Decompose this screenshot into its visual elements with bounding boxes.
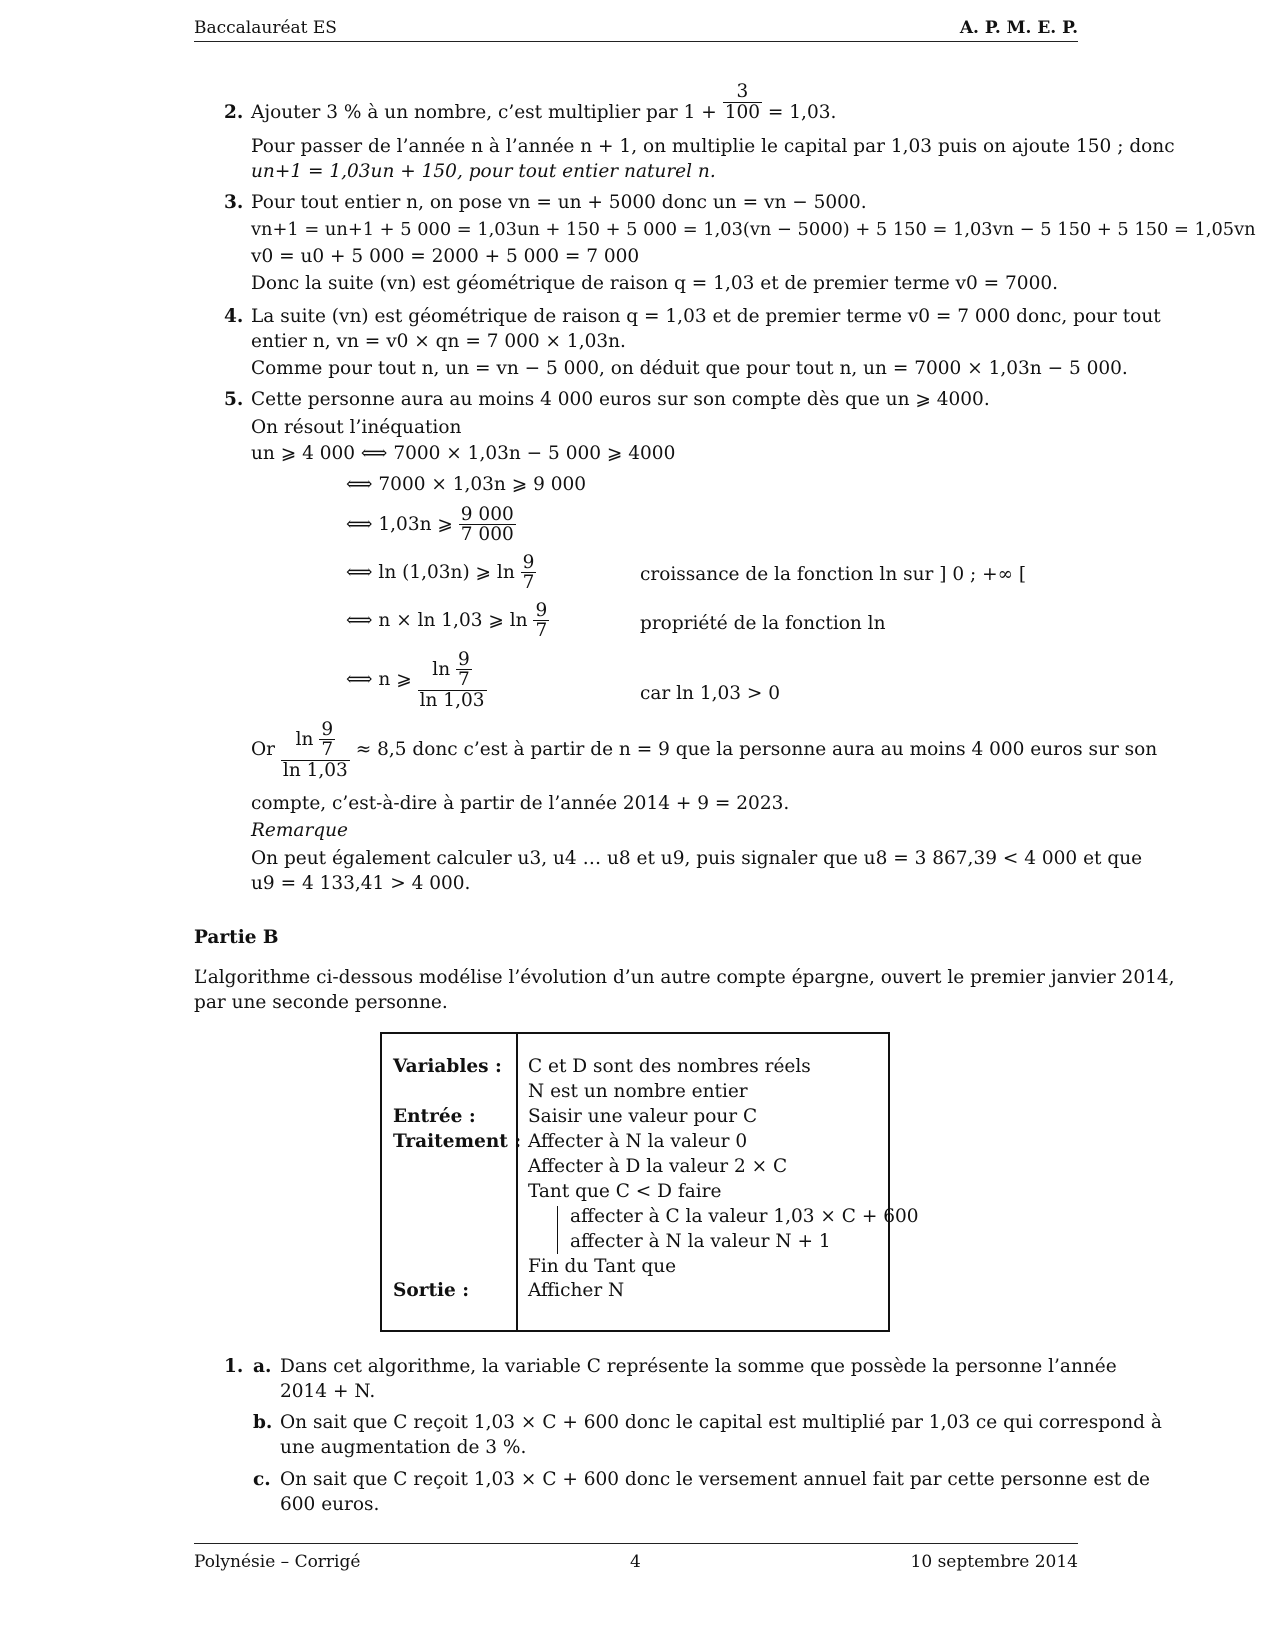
q2-fraction bbox=[723, 82, 762, 122]
footer-page-number: 4 bbox=[630, 1552, 641, 1572]
q5-or-inner-den: 7 bbox=[321, 739, 334, 761]
q4-line1: La suite (vn) est géométrique de raison q = 1,03 et de premier terme v0 = 7 000 donc, pour tout bbox=[251, 306, 1161, 327]
q5-step6-inner-den: 7 bbox=[458, 669, 470, 691]
q5-step6-numerator bbox=[418, 650, 487, 690]
q5-or-line bbox=[251, 720, 1157, 780]
partB-intro-line1: L’algorithme ci-dessous modélise l’évolution d’un autre compte épargne, ouvert le premier janvier 2014, bbox=[194, 967, 1175, 988]
q4-line2: entier n, vn = v0 × qn = 7 000 × 1,03n. bbox=[251, 331, 626, 352]
q5-step6-inner-num: 9 bbox=[458, 649, 470, 670]
partB-q1b-label: b. bbox=[253, 1412, 273, 1433]
algo-line-indented: affecter à N la valeur N + 1 bbox=[570, 1231, 831, 1252]
q2-frac-num: 3 bbox=[736, 81, 749, 103]
q2-line1-end: = 1,03. bbox=[767, 102, 837, 123]
partB-q1c-label: c. bbox=[253, 1469, 271, 1490]
q5-step3-den: 7 000 bbox=[460, 524, 514, 546]
q5-line1: Cette personne aura au moins 4 000 euros sur son compte dès que un ⩾ 4000. bbox=[251, 389, 990, 410]
q3-line2: vn+1 = un+1 + 5 000 = 1,03un + 150 + 5 000 = 1,03(vn − 5000) + 5 150 = 1,03vn − 5 150 + 5 150 = 1,05vn bbox=[251, 219, 1256, 240]
q5-step6-inner-frac bbox=[456, 650, 472, 690]
algo-line: Tant que C < D faire bbox=[528, 1181, 722, 1202]
partB-q1-number: 1. bbox=[224, 1356, 244, 1377]
algo-variables-label: Variables : bbox=[393, 1056, 502, 1077]
q5-step4-reason: croissance de la fonction ln sur ] 0 ; +∞ [ bbox=[640, 564, 1027, 585]
q5-step1: un ⩾ 4 000 ⟺ 7000 × 1,03n − 5 000 ⩾ 4000 bbox=[251, 443, 676, 464]
algo-line: Fin du Tant que bbox=[528, 1256, 677, 1277]
q2-line1-text: Ajouter 3 % à un nombre, c’est multiplier par 1 + bbox=[251, 102, 717, 123]
q5-step4-frac bbox=[521, 553, 537, 593]
q5-step6-reason: car ln 1,03 > 0 bbox=[640, 683, 781, 704]
algo-loop-bar bbox=[557, 1206, 558, 1254]
q5-or-text: Or bbox=[251, 739, 276, 761]
q5-or-num-ln: ln bbox=[295, 728, 314, 750]
algo-line: Afficher N bbox=[528, 1280, 625, 1301]
q5-or-numerator bbox=[281, 720, 350, 760]
q5-step6-den: ln 1,03 bbox=[419, 689, 485, 711]
algo-line: Affecter à D la valeur 2 × C bbox=[528, 1156, 788, 1177]
q5-step3-frac bbox=[459, 505, 516, 545]
q5-step5-frac bbox=[533, 601, 549, 641]
algo-line: C et D sont des nombres réels bbox=[528, 1056, 811, 1077]
q5-step4-text: ⟺ ln (1,03n) ⩾ ln bbox=[346, 561, 515, 583]
q3-line3: v0 = u0 + 5 000 = 2000 + 5 000 = 7 000 bbox=[251, 246, 640, 267]
q2-frac-den: 100 bbox=[724, 101, 761, 123]
q2-line1 bbox=[251, 81, 837, 124]
header-rule bbox=[194, 41, 1078, 42]
algo-line: Affecter à N la valeur 0 bbox=[528, 1131, 748, 1152]
q5-remark-title: Remarque bbox=[251, 820, 348, 841]
header-right: A. P. M. E. P. bbox=[959, 18, 1078, 38]
algorithm-divider bbox=[516, 1034, 518, 1330]
algo-sortie-label: Sortie : bbox=[393, 1280, 470, 1301]
q5-step6-num-ln: ln bbox=[432, 658, 451, 680]
q5-or-line2: compte, c’est-à-dire à partir de l’année 2014 + 9 = 2023. bbox=[251, 793, 790, 814]
algo-line: Saisir une valeur pour C bbox=[528, 1106, 758, 1127]
q5-or-den: ln 1,03 bbox=[282, 759, 348, 781]
partB-intro-line2: par une seconde personne. bbox=[194, 992, 448, 1013]
q5-step3 bbox=[346, 505, 516, 545]
partB-q1a-line1: Dans cet algorithme, la variable C représente la somme que possède la personne l’année bbox=[280, 1356, 1117, 1377]
q4-line3: Comme pour tout n, un = vn − 5 000, on déduit que pour tout n, un = 7000 × 1,03n − 5 000. bbox=[251, 358, 1128, 379]
partB-q1a-label: a. bbox=[253, 1356, 272, 1377]
q3-line4: Donc la suite (vn) est géométrique de raison q = 1,03 et de premier terme v0 = 7000. bbox=[251, 273, 1058, 294]
q5-or-rest: ≈ 8,5 donc c’est à partir de n = 9 que la personne aura au moins 4 000 euros sur son bbox=[355, 739, 1158, 761]
q3-number: 3. bbox=[224, 192, 244, 213]
q5-step6-frac bbox=[418, 650, 487, 710]
q5-or-inner-num: 9 bbox=[321, 719, 334, 740]
q5-line2: On résout l’inéquation bbox=[251, 417, 462, 438]
algo-entree-label: Entrée : bbox=[393, 1106, 476, 1127]
header-left: Baccalauréat ES bbox=[194, 18, 337, 38]
q2-line2: Pour passer de l’année n à l’année n + 1, on multiplie le capital par 1,03 puis on ajoute 150 ; donc bbox=[251, 136, 1175, 157]
partB-q1b-line1: On sait que C reçoit 1,03 × C + 600 donc le capital est multiplié par 1,03 ce qui correspond à bbox=[280, 1412, 1162, 1433]
partB-q1c-line1: On sait que C reçoit 1,03 × C + 600 donc le versement annuel fait par cette personne est de bbox=[280, 1469, 1150, 1490]
q5-or-inner-frac bbox=[319, 720, 335, 760]
q2-line3: un+1 = 1,03un + 150, pour tout entier naturel n. bbox=[251, 161, 716, 182]
q5-step4 bbox=[346, 553, 536, 593]
footer-left: Polynésie – Corrigé bbox=[194, 1552, 361, 1572]
q5-remark-line1: On peut également calculer u3, u4 … u8 et u9, puis signaler que u8 = 3 867,39 < 4 000 et que bbox=[251, 848, 1143, 869]
q5-step5-reason: propriété de la fonction ln bbox=[640, 613, 886, 634]
q5-step4-num: 9 bbox=[522, 552, 535, 573]
q5-step4-den: 7 bbox=[522, 572, 535, 594]
q5-number: 5. bbox=[224, 389, 244, 410]
q5-step5-den: 7 bbox=[535, 620, 548, 642]
q5-step5 bbox=[346, 601, 549, 641]
partB-q1b-line2: une augmentation de 3 %. bbox=[280, 1437, 527, 1458]
footer-rule bbox=[194, 1543, 1078, 1544]
partB-q1a-line2: 2014 + N. bbox=[280, 1381, 376, 1402]
q4-number: 4. bbox=[224, 306, 244, 327]
q2-number: 2. bbox=[224, 102, 244, 123]
q5-step2: ⟺ 7000 × 1,03n ⩾ 9 000 bbox=[346, 474, 587, 495]
algo-line-indented: affecter à C la valeur 1,03 × C + 600 bbox=[570, 1206, 919, 1227]
q5-step6-text: ⟺ n ⩾ bbox=[346, 669, 412, 691]
q5-step6 bbox=[346, 650, 487, 710]
q3-line1: Pour tout entier n, on pose vn = un + 5000 donc un = vn − 5000. bbox=[251, 192, 867, 213]
partB-title: Partie B bbox=[194, 927, 279, 948]
q5-step3-text: ⟺ 1,03n ⩾ bbox=[346, 513, 453, 535]
q5-step5-num: 9 bbox=[535, 600, 548, 621]
algo-line: N est un nombre entier bbox=[528, 1081, 748, 1102]
q5-or-frac bbox=[281, 720, 350, 780]
algo-traitement-label: Traitement : bbox=[393, 1131, 522, 1152]
q5-step5-text: ⟺ n × ln 1,03 ⩾ ln bbox=[346, 609, 528, 631]
q5-remark-line2: u9 = 4 133,41 > 4 000. bbox=[251, 873, 471, 894]
q5-step3-num: 9 000 bbox=[460, 504, 514, 525]
partB-q1c-line2: 600 euros. bbox=[280, 1494, 380, 1515]
footer-right: 10 septembre 2014 bbox=[910, 1552, 1078, 1572]
